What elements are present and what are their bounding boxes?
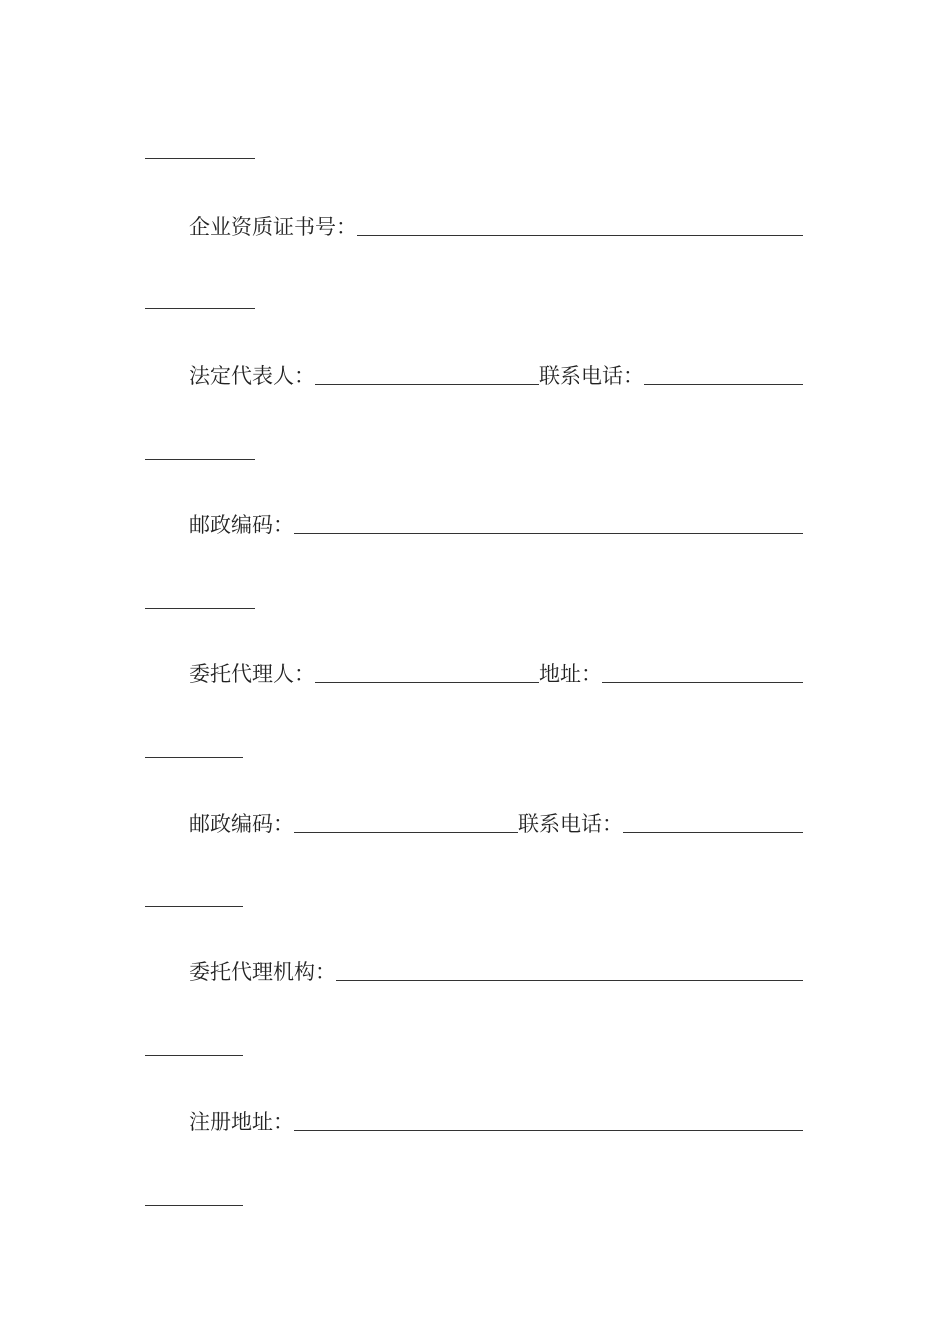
cert-number-row xyxy=(189,210,803,240)
agency-label: 委托代理机构： xyxy=(189,960,336,984)
legal-rep-field[interactable] xyxy=(315,364,539,385)
continuation-line xyxy=(145,608,255,609)
agent-phone-label: 联系电话： xyxy=(518,812,623,836)
agent-row xyxy=(189,657,803,687)
agent-postal-label: 邮政编码： xyxy=(189,812,294,836)
postal-code-label: 邮政编码： xyxy=(189,513,294,537)
continuation-line xyxy=(145,1205,243,1206)
postal-code-field[interactable] xyxy=(294,513,803,534)
agent-postal-field[interactable] xyxy=(294,812,518,833)
agency-field[interactable] xyxy=(336,960,803,981)
reg-address-label: 注册地址： xyxy=(189,1110,294,1134)
continuation-line xyxy=(145,459,255,460)
postal-code-row xyxy=(189,508,803,538)
continuation-line xyxy=(145,1055,243,1056)
phone-label: 联系电话： xyxy=(539,364,644,388)
address-field[interactable] xyxy=(602,662,803,683)
agent-postal-row xyxy=(189,807,803,837)
reg-address-row xyxy=(189,1105,803,1135)
cert-number-label: 企业资质证书号： xyxy=(189,215,357,239)
reg-address-field[interactable] xyxy=(294,1110,803,1131)
continuation-line xyxy=(145,906,243,907)
address-label: 地址： xyxy=(539,662,602,686)
continuation-line xyxy=(145,308,255,309)
legal-rep-row xyxy=(189,359,803,389)
continuation-line xyxy=(145,757,243,758)
continuation-line xyxy=(145,158,255,159)
agency-row xyxy=(189,955,803,985)
phone-field[interactable] xyxy=(644,364,803,385)
legal-rep-label: 法定代表人： xyxy=(189,364,315,388)
agent-phone-field[interactable] xyxy=(623,812,803,833)
agent-field[interactable] xyxy=(315,662,539,683)
cert-number-field[interactable] xyxy=(357,215,803,236)
agent-label: 委托代理人： xyxy=(189,662,315,686)
